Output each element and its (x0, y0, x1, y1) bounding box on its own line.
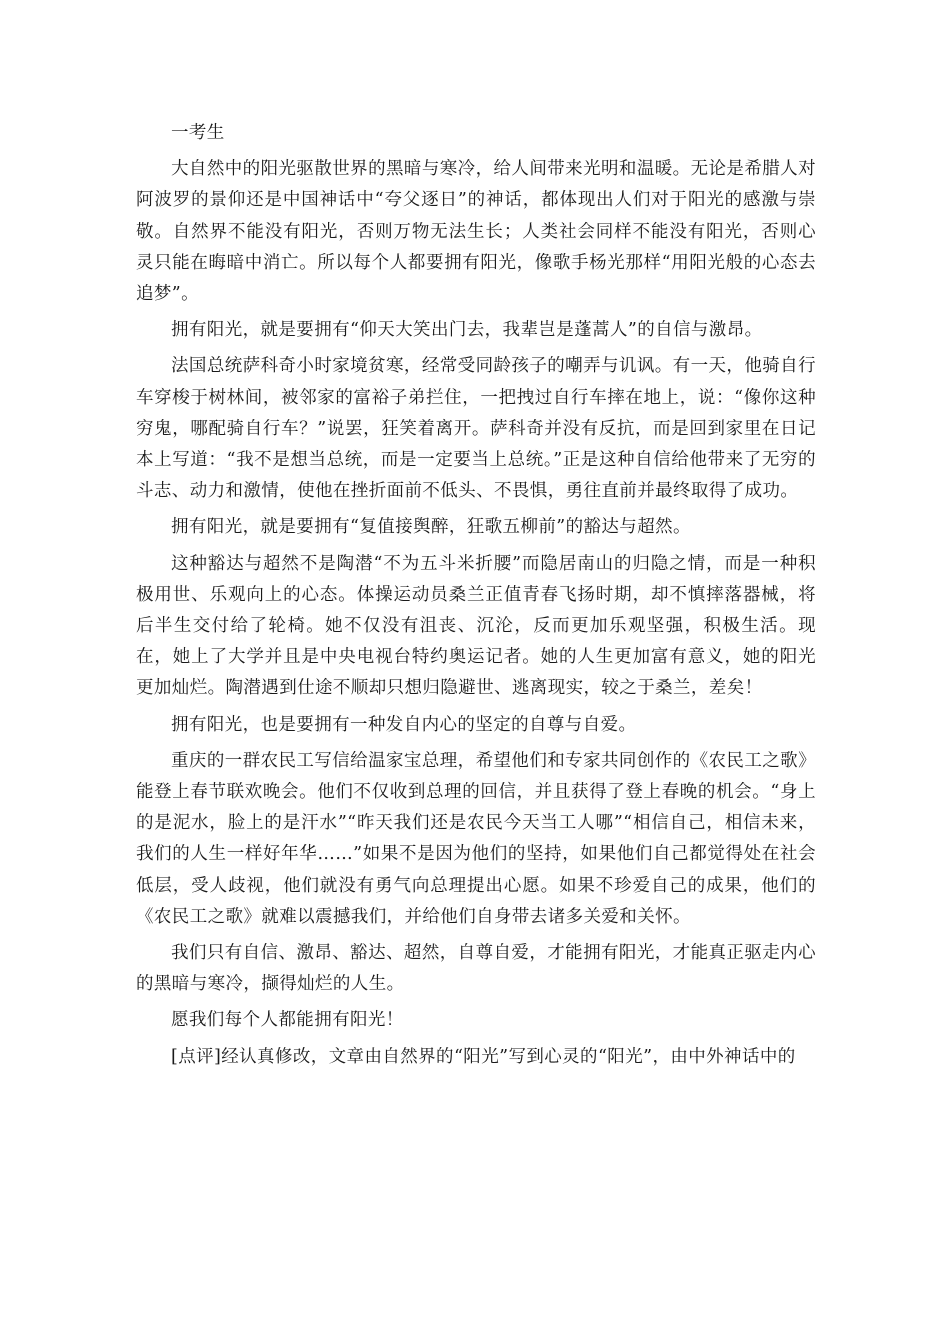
paragraph: 法国总统萨科奇小时家境贫寒，经常受同龄孩子的嘲弄与讥讽。有一天，他骑自行车穿梭于树林间，被邻家的富裕子弟拦住，一把拽过自行车摔在地上，说：“像你这种穷鬼，哪配骑自行车？”说罢，狂笑着离开。萨科奇并没有反抗，而是回到家里在日记本上写道：“我不是想当总统，而是一定要当上总统。”正是这种自信给他带来了无穷的斗志、动力和激情，使他在挫折面前不低头、不畏惧，勇往直前并最终取得了成功。 (136, 356, 816, 502)
paragraph: 这种豁达与超然不是陶潜“不为五斗米折腰”而隐居南山的归隐之情，而是一种积极用世、乐观向上的心态。体操运动员桑兰正值青春飞扬时期，却不慎摔落器械，将后半生交付给了轮椅。她不仅没有沮丧、沉沦，反而更加乐观坚强，积极生活。现在，她上了大学并且是中央电视台特约奥运记者。她的人生更加富有意义，她的阳光更加灿烂。陶潜遇到仕途不顺却只想归隐避世、逃离现实，较之于桑兰，差矣！ (136, 553, 816, 699)
paragraph: 重庆的一群农民工写信给温家宝总理，希望他们和专家共同创作的《农民工之歌》能登上春节联欢晚会。他们不仅收到总理的回信，并且获得了登上春晚的机会。“身上的是泥水，脸上的是汗水”“昨天我们还是农民今天当工人哪”“相信自己，相信未来，我们的人生一样好年华……”如果不是因为他们的坚持，如果他们自己都觉得处在社会低层，受人歧视，他们就没有勇气向总理提出心愿。如果不珍爱自己的成果，他们的《农民工之歌》就难以震撼我们，并给他们自身带去诸多关爱和关怀。 (136, 750, 816, 927)
paragraph: 我们只有自信、激昂、豁达、超然，自尊自爱，才能拥有阳光，才能真正驱走内心的黑暗与寒冷，撷得灿烂的人生。 (136, 943, 816, 995)
commentary-paragraph: [点评]经认真修改，文章由自然界的“阳光”写到心灵的“阳光”，由中外神话中的 (171, 1046, 796, 1067)
essay-body (136, 118, 816, 1078)
paragraph: 大自然中的阳光驱散世界的黑暗与寒冷，给人间带来光明和温暖。无论是希腊人对阿波罗的景仰还是中国神话中“夸父逐日”的神话，都体现出人们对于阳光的感激与崇敬。自然界不能没有阳光，否则万物无法生长；人类社会同样不能没有阳光，否则心灵只能在晦暗中消亡。所以每个人都要拥有阳光，像歌手杨光那样“用阳光般的心态去追梦”。 (136, 159, 816, 305)
paragraph: 拥有阳光，也是要拥有一种发自内心的坚定的自尊与自爱。 (171, 714, 637, 735)
paragraph: 拥有阳光，就是要拥有“仰天大笑出门去，我辈岂是蓬蒿人”的自信与激昂。 (171, 320, 763, 341)
paragraph: 拥有阳光，就是要拥有“复值接舆醉，狂歌五柳前”的豁达与超然。 (171, 517, 691, 538)
paragraph: 愿我们每个人都能拥有阳光！ (171, 1010, 404, 1031)
author-line: 一考生 (171, 123, 225, 143)
